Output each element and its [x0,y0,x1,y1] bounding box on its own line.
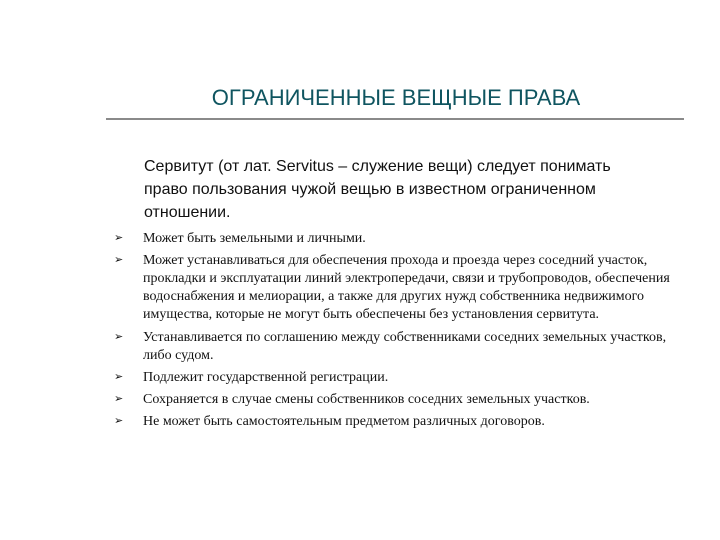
bullet-item-state-registration [114,369,686,387]
bullet-text: Сохраняется в случае смены собственников соседних земельных участков. [143,392,590,407]
intro-paragraph [144,155,654,224]
bullet-item-land-and-personal [114,230,686,248]
bullet-text: Может быть земельными и личными. [143,231,366,246]
arrowhead-bullet-icon: ➢ [114,415,124,427]
bullet-item-contract-subject [114,413,686,431]
bullet-text: Устанавливается по соглашению между собственниками соседних земельных участков, либо судом. [143,330,667,363]
arrowhead-bullet-icon: ➢ [114,371,124,383]
bullet-item-agreement-or-court [114,329,686,365]
bullet-item-owner-change [114,391,686,409]
arrowhead-bullet-icon: ➢ [114,254,124,266]
title-underline [106,118,684,120]
arrowhead-bullet-icon: ➢ [114,393,124,405]
intro-text: Сервитут (от лат. Servitus – служение вещи) следует понимать право пользования чужой вещью в известном ограниченном отношении. [144,158,611,221]
slide-title: ОГРАНИЧЕННЫЕ ВЕЩНЫЕ ПРАВА [211,85,581,110]
bullet-list [114,230,686,435]
bullet-item-purposes [114,252,686,324]
bullet-text: Не может быть самостоятельным предметом различных договоров. [143,414,545,429]
bullet-text: Подлежит государственной регистрации. [143,370,389,385]
arrowhead-bullet-icon: ➢ [114,331,124,343]
bullet-text: Может устанавливаться для обеспечения прохода и проезда через соседний участок, прокладки и эксплуатации линий электропередачи, связи и трубопроводов, обеспечения водоснабжения и мелиорации, а также для других нужд собственника недвижимого имущества, которые не могут быть обеспечены без установления сервитута. [143,253,670,322]
arrowhead-bullet-icon: ➢ [114,232,124,244]
